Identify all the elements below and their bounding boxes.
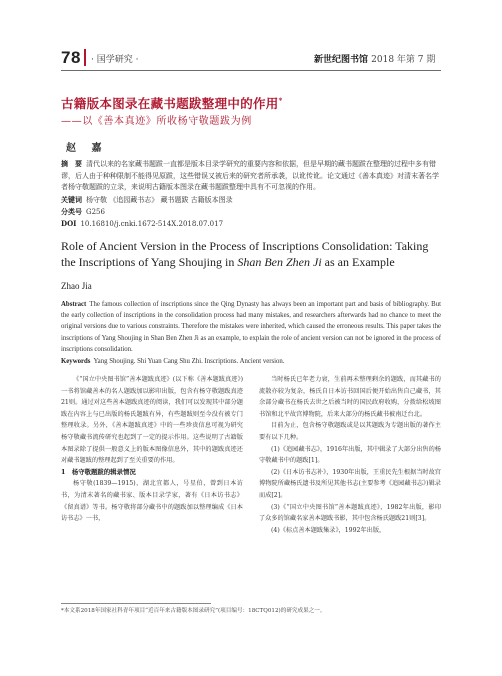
english-title-part2: as an Example [321, 254, 395, 269]
journal-issue: 2018 年第 7 期 [371, 55, 436, 65]
body-paragraph: 当时杨氏已年老力衰，生前再未整理剩余的题跋，而其藏书的流散亦较为复杂，杨氏自日本访书回国后便开始出售自己藏书，其余部分藏书在杨氏去世之后被当时的国民政府收购，分拨给松坡图书馆和北平故宫博物院，后来大部分的杨氏藏书被南迁台北。 [259, 376, 441, 418]
footnote-rule [61, 603, 211, 604]
english-keywords [61, 358, 441, 365]
chinese-abstract [61, 158, 441, 194]
english-title-part1: Role of Ancient Version in the Process of Inscriptions Consolidation: Taking the Inscriptions of Yang Shoujing in [61, 239, 429, 269]
body-paragraph: 目前为止，包含杨守敬题跋或是以其题跋为专题出版的著作主要有以下几种。 [259, 422, 441, 441]
keywords-text: 杨守敬 《追园藏书志》 藏书题跋 古籍版本图录 [86, 195, 233, 204]
list-item: (1)《追园藏书志》，1916年出版，其中辑录了大部分出售的杨守敬藏书中的题跋[1]。 [259, 445, 441, 465]
journal-title: 新世纪图书馆 [314, 55, 369, 65]
header-rule [61, 70, 441, 71]
section-label: · 国学研究 · [91, 55, 139, 65]
english-title-italic: Shan Ben Zhen Ji [237, 254, 322, 269]
journal-name [314, 52, 435, 65]
header-divider [84, 49, 86, 66]
english-author: Zhao Jia [61, 281, 92, 291]
doi-row [61, 218, 441, 230]
page-number: 78 [61, 48, 81, 67]
keywords-row [61, 194, 441, 206]
body-paragraph: 《“国立中央图书馆”善本题跋真迹》(以下称《善本题跋真迹》)一书将馆藏善本的名人题跋加以影印出版，包含有杨守敬题跋真迹21则。通过对这些善本题跋真迹的阅读，我们可以发现其中部分题跋在内容上与已出版的杨氏题跋有异，有些题跋则至今没有被专门整理收录。另外，《善本题跋真迹》中的一些珍贵信息可视为研究杨守敬藏书流传研究也起到了一定的提示作用。这些说明了古籍版本图录除了提供一般意义上的版本图像信息外，其中的题跋真迹还对藏书题跋的整理起到了至关重要的作用。 [61, 376, 243, 465]
author-name: 赵 嘉 [66, 143, 108, 154]
section-heading: 1 杨守敬题跋的辑录情况 [61, 467, 136, 476]
clc-value: G256 [86, 207, 105, 216]
english-abstract-label: Abstract [61, 301, 87, 308]
article-title [61, 94, 283, 112]
list-item: (3)《“国立中央图书馆”善本题跋真迹》，1982年出版，影印了众多的馆藏名家善本题跋书影，其中包含杨氏题跋21则[3]。 [259, 503, 441, 523]
english-title [61, 239, 441, 270]
article-title-text: 古籍版本图录在藏书题跋整理中的作用 [61, 96, 279, 111]
list-item: (2)《日本访书志补》，1930年出版，王重民先生根据当时故宫博物院所藏杨氏遗书及所见其他书志(主要参考《追园藏书志》)辑录而成[2]。 [259, 468, 441, 499]
body-paragraph: 杨守敬(1839—1915)，湖北宜都人，号星伯，曾到日本访书，为清末著名的藏书家、版本目录学家，著有《日本访书志》《留真谱》等书。杨守敬将部分藏书中的题跋加以整理编成《日本访书志》一书， [61, 480, 243, 523]
clc-label: 分类号 [61, 206, 82, 216]
doi-value: 10.16810/j.cnki.1672-514X.2018.07.017 [80, 219, 224, 228]
abstract-text: 清代以来的名家藏书题跋一直都是版本目录学研究的重要内容和依据，但是早期的藏书题跋在整理的过程中多有错谬，后人由于种种限制不能得见原跋，这些错误又被后来的研究者所承袭，以讹传讹。论文通过《善本真迹》对清末著名学者杨守敬题跋的立录，来说明古籍版本图录在藏书题跋整理中具有不可忽视的作用。 [61, 160, 439, 191]
english-abstract-text: The famous collection of inscriptions since the Qing Dynasty has always been an important part and basis of bibliography. But the early collection of inscriptions in the consolidation process had many mistakes, and researchers afterwards had no chance to meet the original versions due to various constraints. Therefore the mistakes were inherited, which caused the erroneous results. This paper takes the inscriptions of Yang Shoujing in Shan Ben Zhen Ji as an example, to explain the role of ancient version can not be ignored in the process of inscriptions consolidation. [61, 301, 441, 353]
english-abstract [61, 299, 441, 355]
abstract-label: 摘 要 [61, 159, 82, 168]
keywords-label: 关键词 [61, 194, 82, 204]
clc-row [61, 206, 441, 218]
english-keywords-label: Keywords [61, 358, 91, 365]
chinese-abstract-block [61, 158, 441, 230]
title-footnote-mark: * [278, 95, 283, 105]
article-subtitle: ——以《善本真迹》所收杨守敬题跋为例 [61, 116, 252, 127]
doi-label: DOI [61, 218, 77, 228]
footnote: *本文系2018年国家社科青年项目“近百年来古籍版本图录研究”(项目编号：18CTQ012)的研究成果之一。 [61, 608, 326, 614]
list-item: (4)《标点善本题跋集录》，1992年出版， [271, 526, 386, 534]
body-right-column [259, 374, 441, 536]
body-left-column [61, 374, 243, 525]
english-keywords-text: Yang Shoujing. Shi Yuan Cang Shu Zhi. Inscriptions. Ancient version. [93, 358, 285, 365]
